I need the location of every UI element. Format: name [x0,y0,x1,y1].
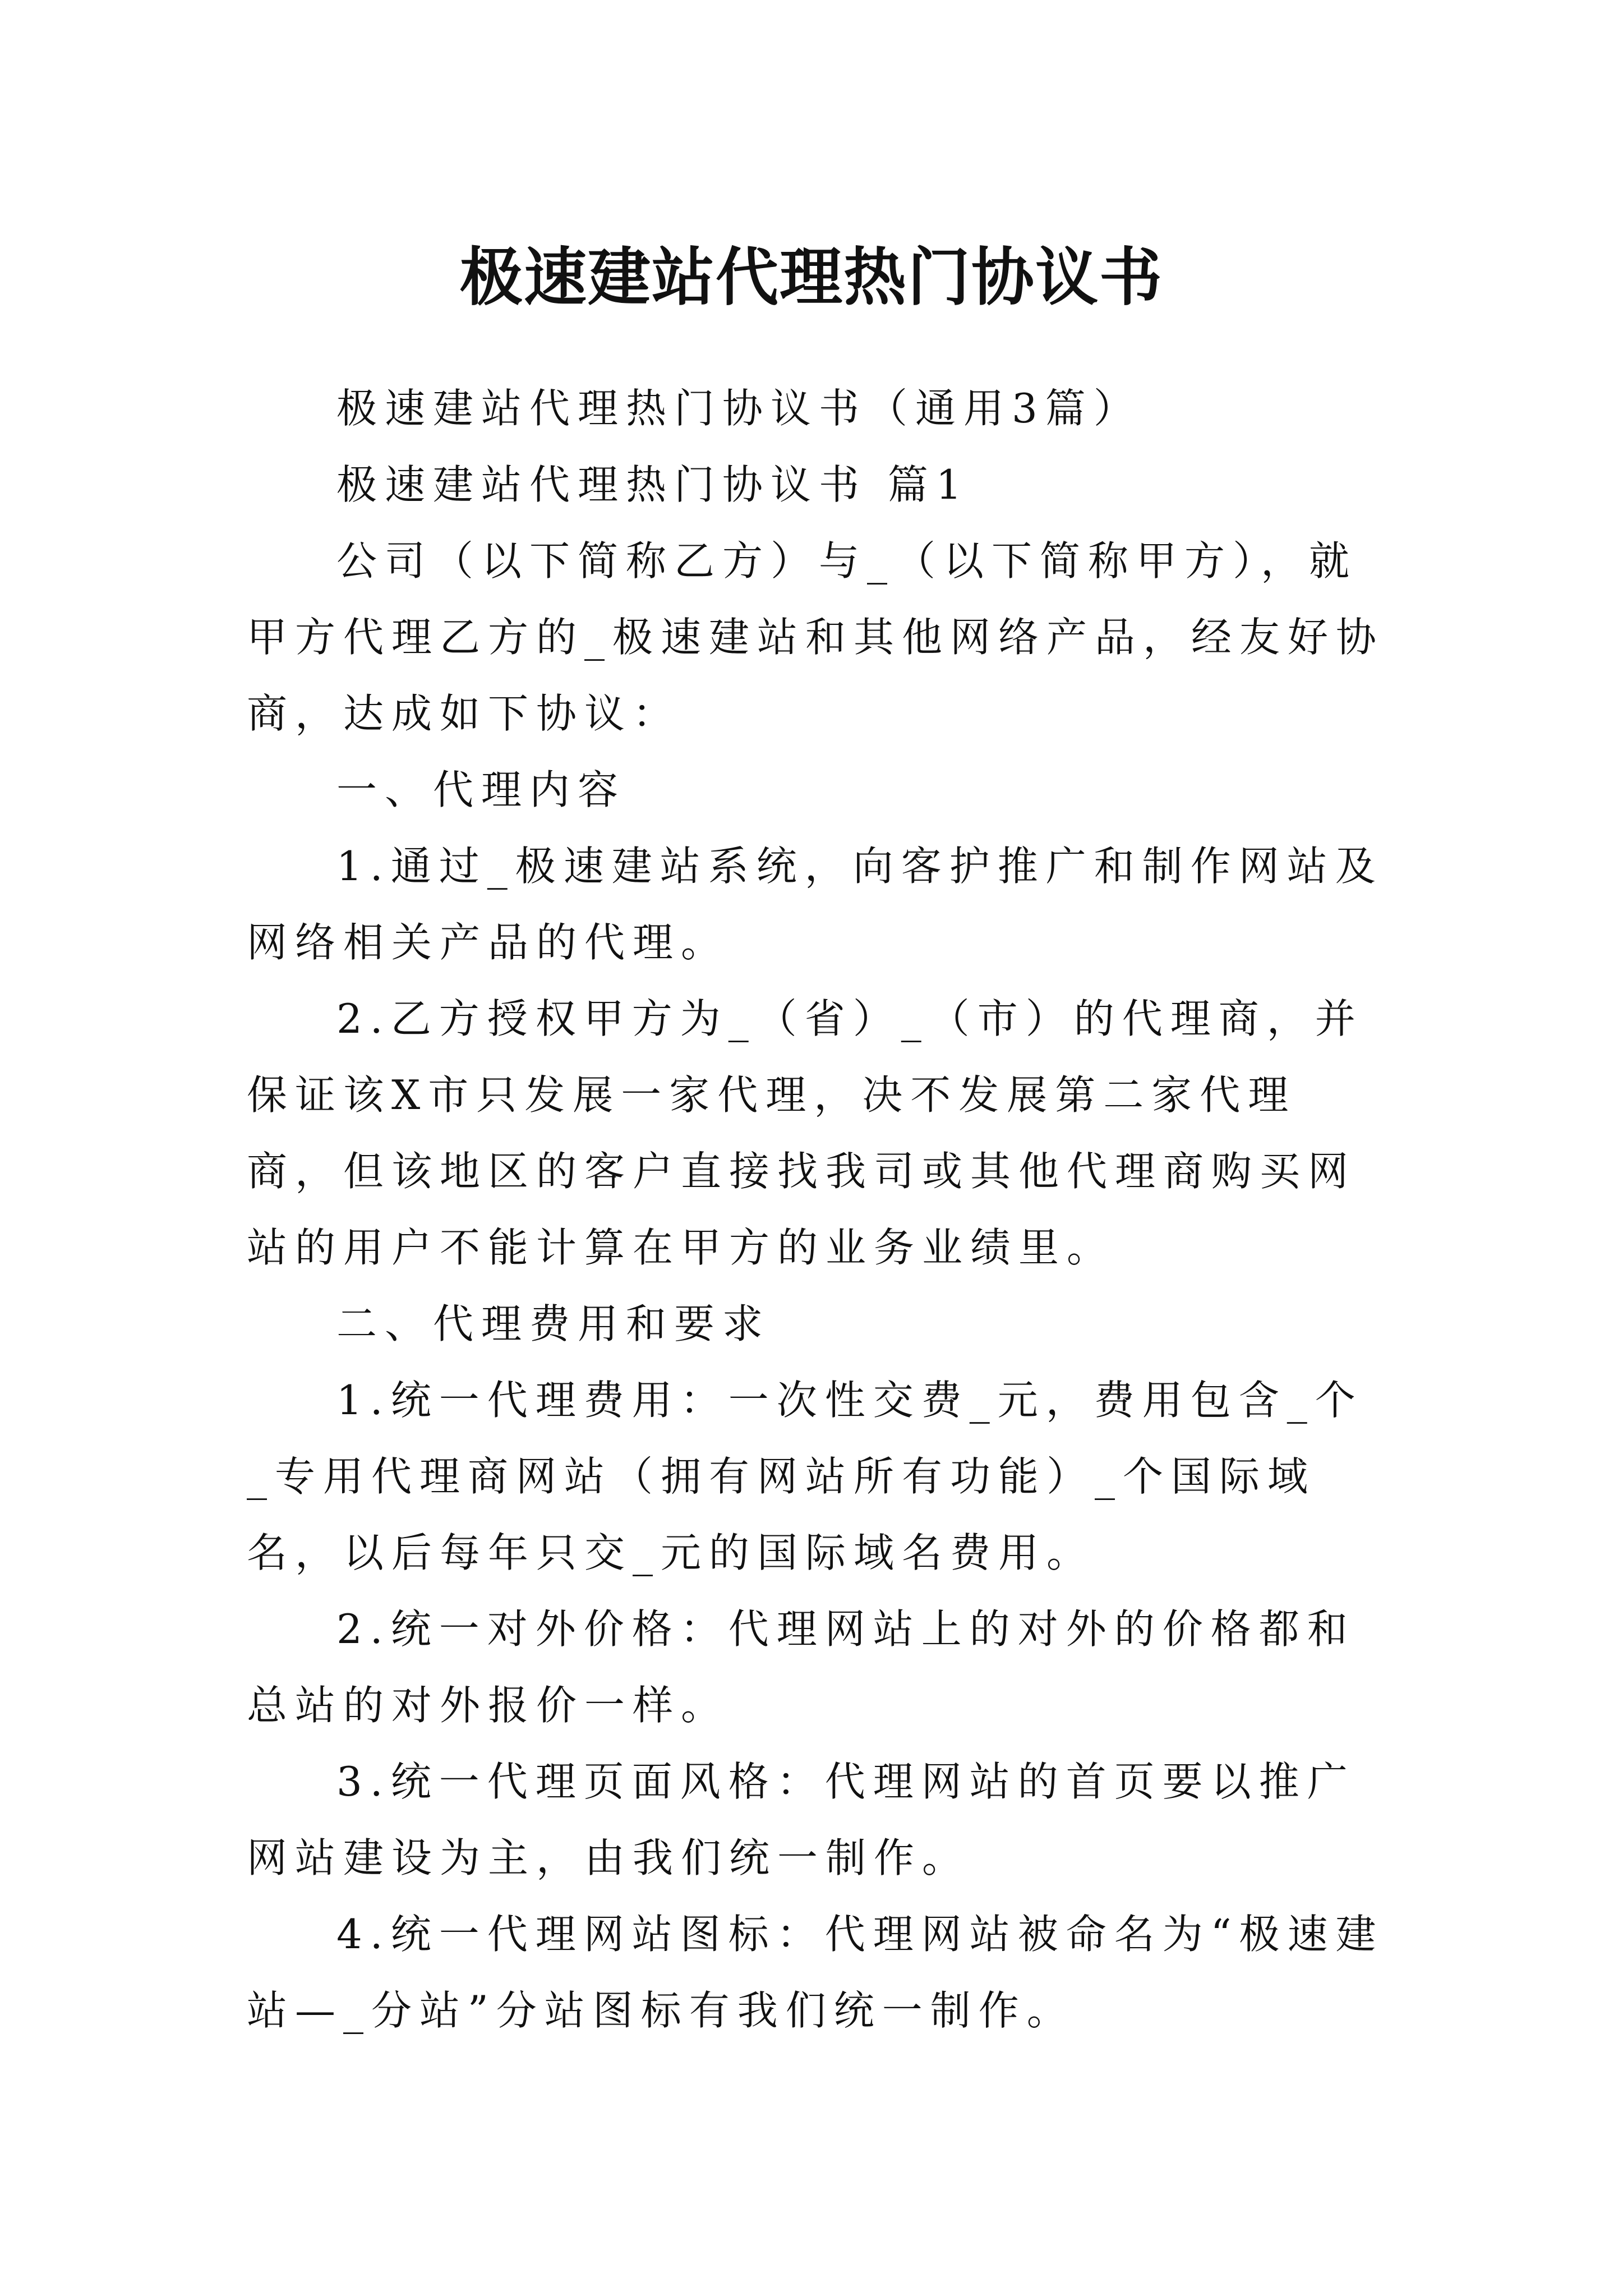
paragraph-content-item-1: 1.通过_极速建站系统，向客护推广和制作网站及网络相关产品的代理。 [247,843,1384,966]
heading-fees-requirements: 二、代理费用和要求 [336,1300,771,1347]
paragraph-subtitle: 极速建站代理热门协议书（通用3篇） [336,385,1142,432]
paragraph-fee-item-3: 3.统一代理页面风格：代理网站的首页要以推广网站建设为主，由我们统一制作。 [247,1758,1355,1881]
paragraph-section-heading: 极速建站代理热门协议书 篇1 [336,461,970,508]
document-title: 极速建站代理热门协议书 [460,241,1163,315]
document-body [247,370,1385,2049]
paragraph-fee-item-1: 1.统一代理费用：一次性交费_元，费用包含_个_专用代理商网站（拥有网站所有功能）_个国际域名，以后每年只交_元的国际域名费用。 [247,1377,1363,1576]
heading-agency-content: 一、代理内容 [336,766,626,813]
paragraph-content-item-2: 2.乙方授权甲方为_（省）_（市）的代理商，并保证该X市只发展一家代理，决不发展第二家代理商，但该地区的客户直接找我司或其他代理商购买网站的用户不能计算在甲方的业务业绩里。 [247,995,1363,1271]
paragraph-intro: 公司（以下简称乙方）与_（以下简称甲方），就甲方代理乙方的_极速建站和其他网络产品，经友好协商，达成如下协议： [247,537,1385,737]
paragraph-fee-item-2: 2.统一对外价格：代理网站上的对外的价格都和总站的对外报价一样。 [247,1605,1355,1729]
paragraph-fee-item-4: 4.统一代理网站图标：代理网站被命名为“极速建站—_分站”分站图标有我们统一制作。 [247,1911,1384,2034]
